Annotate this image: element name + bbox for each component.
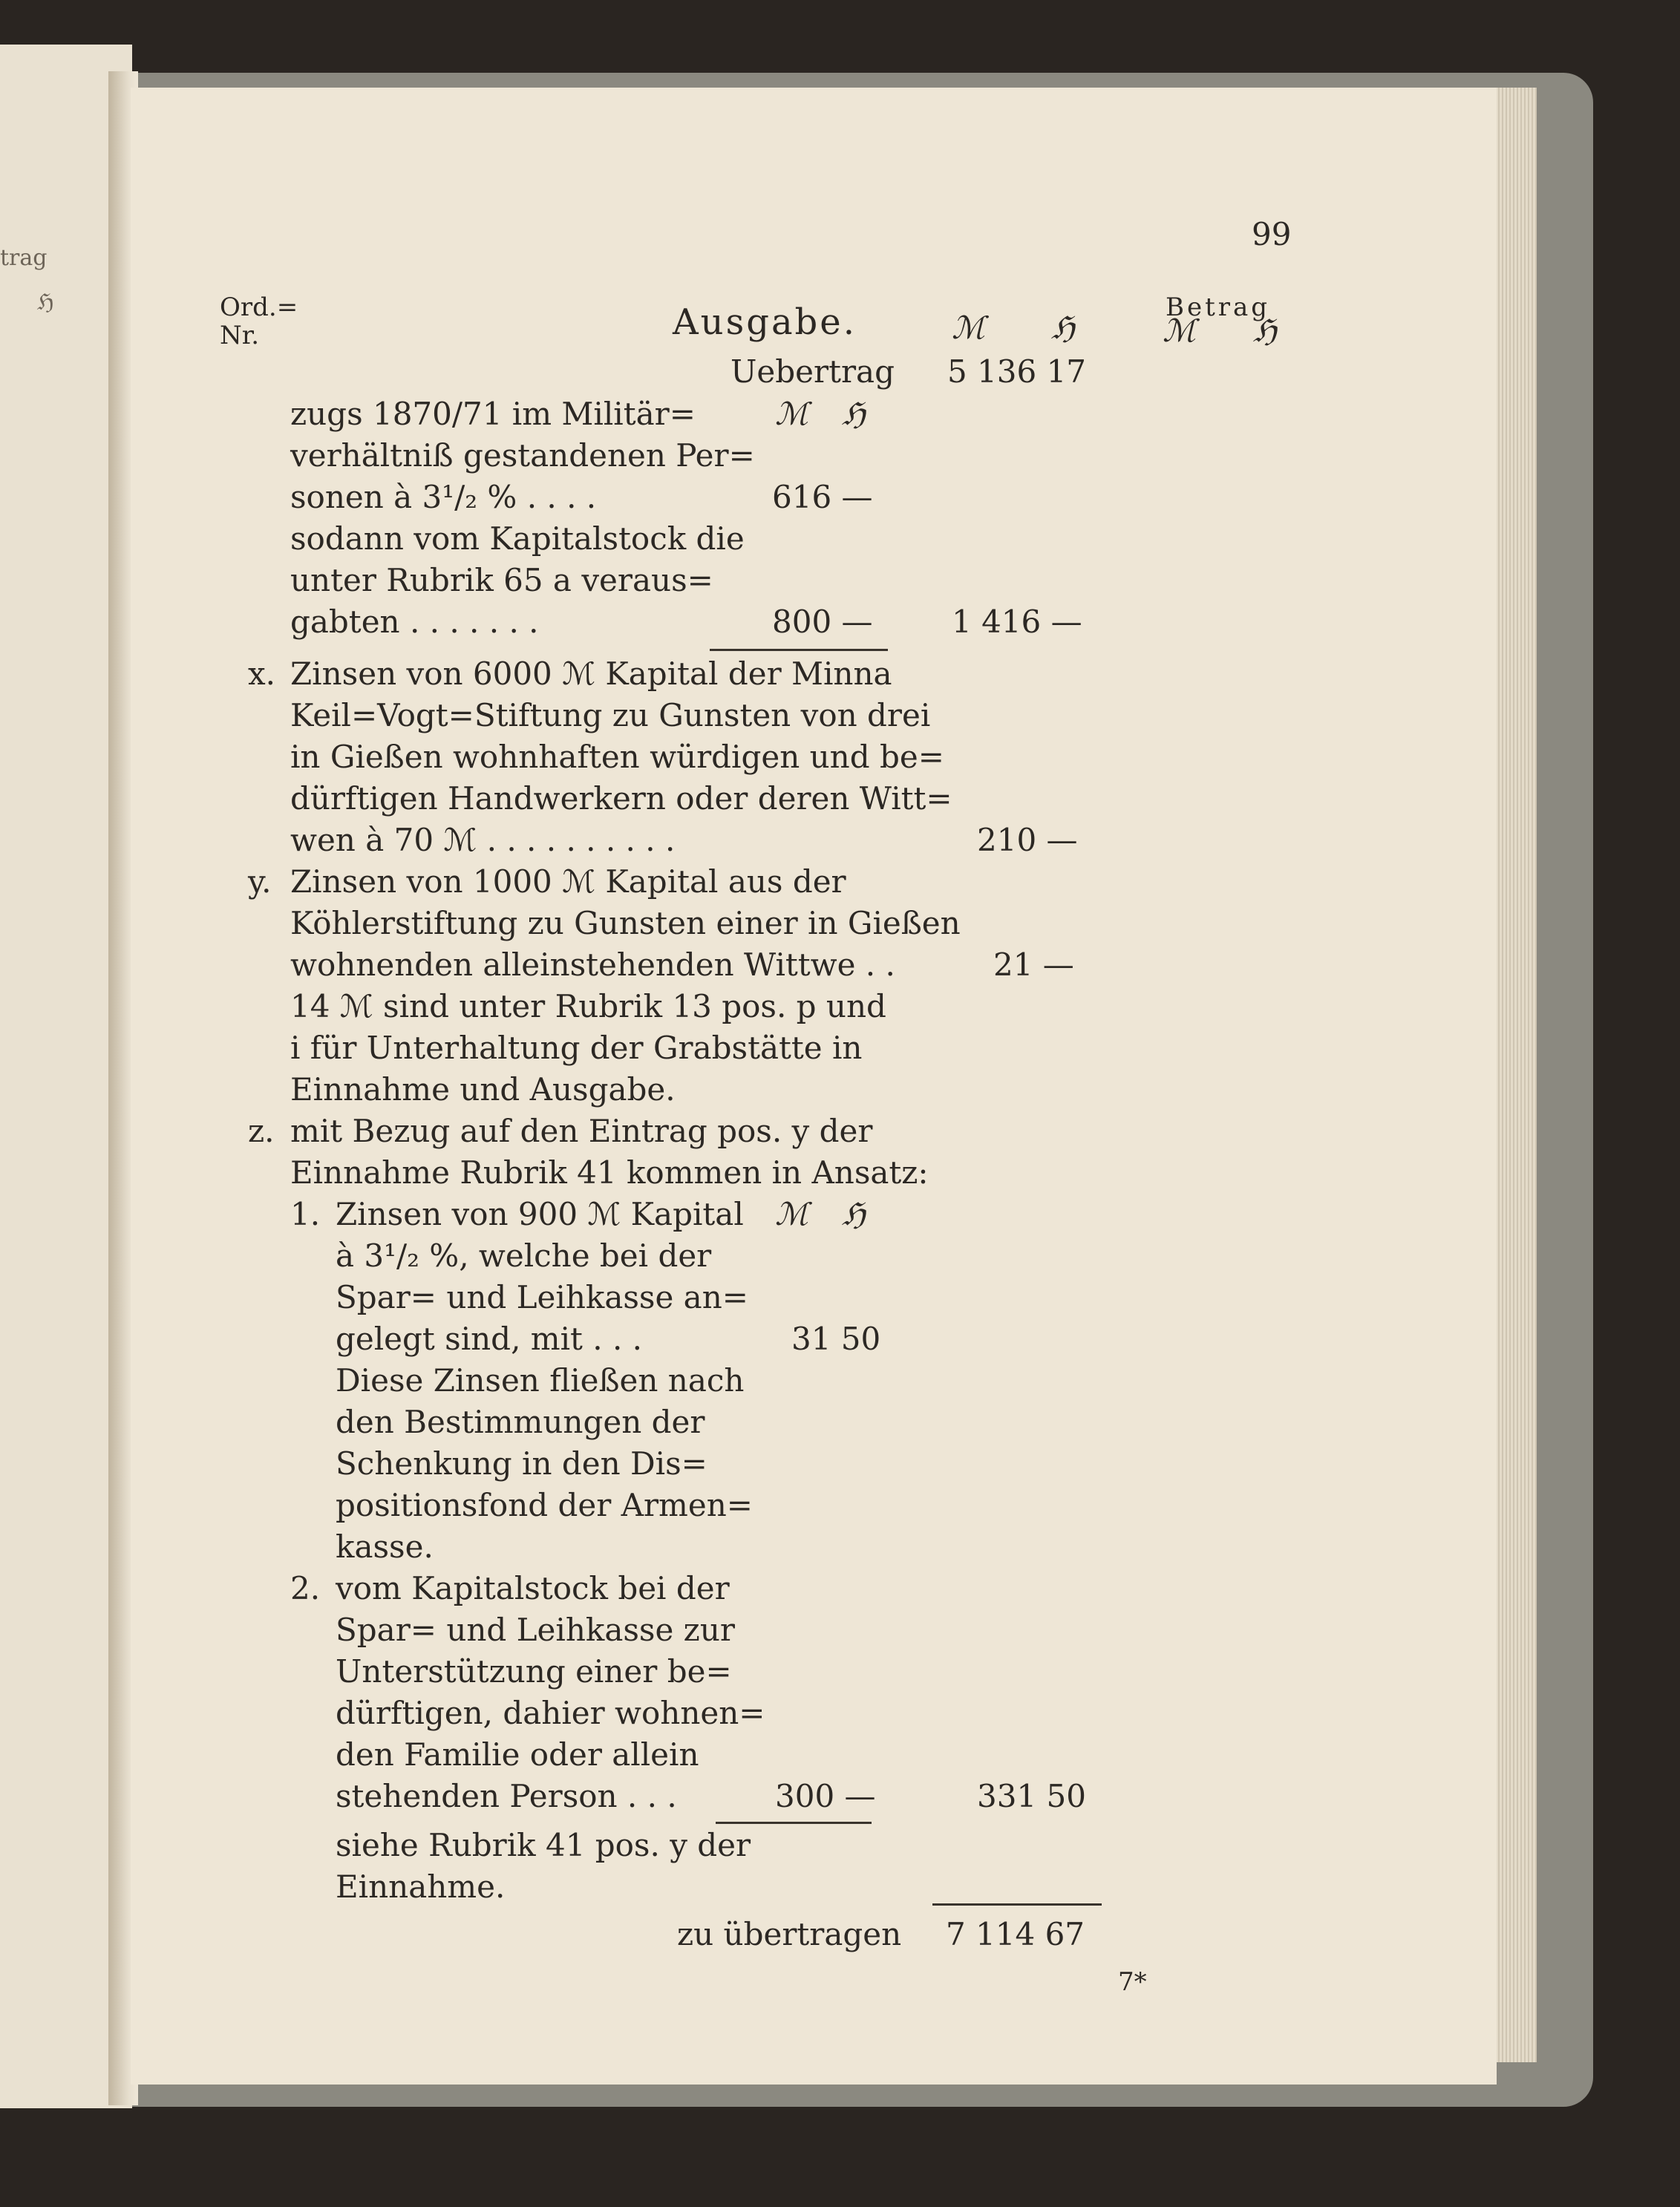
subcolumn-unit-pfennig: ℌ bbox=[842, 396, 866, 432]
subitem-line: à 3¹/₂ %, welche bei der bbox=[336, 1237, 712, 1274]
entry-line: gabten . . . . . . . bbox=[290, 604, 539, 640]
subcolumn-unit-mark: ℳ bbox=[775, 396, 808, 432]
subitem-line: den Familie oder allein bbox=[336, 1736, 699, 1773]
entry-line: Einnahme und Ausgabe. bbox=[290, 1071, 676, 1108]
entry-line: sodann vom Kapitalstock die bbox=[290, 520, 745, 557]
entry-line: in Gießen wohnhaften würdigen und be= bbox=[290, 739, 944, 775]
entry-line: mit Bezug auf den Eintrag pos. y der bbox=[290, 1113, 873, 1149]
note-line: Einnahme. bbox=[336, 1868, 506, 1905]
left-page-fragment: ℌ bbox=[37, 290, 54, 315]
entry-line: unter Rubrik 65 a veraus= bbox=[290, 562, 713, 598]
entry-line: verhältniß gestandenen Per= bbox=[290, 437, 755, 474]
entry-line: zugs 1870/71 im Militär= bbox=[290, 396, 696, 432]
subitem-line: kasse. bbox=[336, 1528, 434, 1565]
sub-amount: 300 — bbox=[775, 1778, 876, 1814]
carry-forward-value: 7 114 67 bbox=[946, 1916, 1085, 1952]
subitem-line: Spar= und Leihkasse zur bbox=[336, 1612, 735, 1648]
subitem-line: den Bestimmungen der bbox=[336, 1404, 705, 1440]
entry-label: x. bbox=[248, 655, 276, 692]
carry-forward-label: zu übertragen bbox=[677, 1916, 902, 1952]
entry-label: z. bbox=[248, 1113, 275, 1149]
column-unit-mark: ℳ bbox=[952, 310, 985, 346]
entry-line: 14 ℳ sind unter Rubrik 13 pos. p und bbox=[290, 988, 886, 1024]
sum-rule bbox=[710, 649, 888, 651]
note-line: siehe Rubrik 41 pos. y der bbox=[336, 1827, 751, 1863]
entry-line: i für Unterhaltung der Grabstätte in bbox=[290, 1030, 863, 1066]
entry-total: 21 — bbox=[993, 946, 1074, 983]
column-header-ord: Ord.= bbox=[220, 292, 298, 322]
sub-amount: 800 — bbox=[772, 604, 873, 640]
entry-line: Einnahme Rubrik 41 kommen in Ansatz: bbox=[290, 1154, 929, 1191]
subitem-line: gelegt sind, mit . . . bbox=[336, 1321, 643, 1357]
signature-mark: 7* bbox=[1118, 1967, 1147, 1997]
subitem-line: Zinsen von 900 ℳ Kapital bbox=[336, 1196, 744, 1232]
betrag-unit-mark: ℳ bbox=[1163, 313, 1196, 349]
betrag-unit-pfennig: ℌ bbox=[1253, 313, 1277, 349]
subitem-line: Spar= und Leihkasse an= bbox=[336, 1279, 748, 1315]
entry-line: Zinsen von 1000 ℳ Kapital aus der bbox=[290, 863, 846, 900]
page-title: Ausgabe. bbox=[673, 301, 857, 343]
sub-amount: 616 — bbox=[772, 479, 873, 515]
entry-line: Köhlerstiftung zu Gunsten einer in Gießen bbox=[290, 905, 961, 941]
entry-line: sonen à 3¹/₂ % . . . . bbox=[290, 479, 597, 515]
sum-rule bbox=[716, 1822, 872, 1824]
entry-line: wohnenden alleinstehenden Wittwe . . bbox=[290, 946, 895, 983]
entry-line: dürftigen Handwerkern oder deren Witt= bbox=[290, 780, 952, 817]
sub-amount: 31 50 bbox=[791, 1321, 881, 1357]
entry-line: Zinsen von 6000 ℳ Kapital der Minna bbox=[290, 655, 892, 692]
uebertrag-value: 5 136 17 bbox=[947, 353, 1087, 390]
uebertrag-label: Uebertrag bbox=[730, 353, 895, 390]
column-header-nr: Nr. bbox=[220, 321, 260, 350]
subitem-number: 1. bbox=[290, 1196, 321, 1232]
subitem-line: positionsfond der Armen= bbox=[336, 1487, 753, 1523]
page-number: 99 bbox=[1252, 216, 1292, 252]
subitem-line: Diese Zinsen fließen nach bbox=[336, 1362, 745, 1399]
column-header-betrag: Betrag bbox=[1166, 292, 1271, 322]
subitem-line: Unterstützung einer be= bbox=[336, 1653, 732, 1690]
subcolumn-unit-pfennig: ℌ bbox=[842, 1196, 866, 1232]
subitem-line: vom Kapitalstock bei der bbox=[336, 1570, 730, 1606]
entry-line: wen à 70 ℳ . . . . . . . . . . bbox=[290, 822, 676, 858]
book-page bbox=[131, 88, 1497, 2085]
entry-total: 1 416 — bbox=[952, 604, 1082, 640]
entry-label: y. bbox=[248, 863, 272, 900]
subitem-line: Schenkung in den Dis= bbox=[336, 1445, 707, 1482]
subitem-number: 2. bbox=[290, 1570, 321, 1606]
subitem-line: stehenden Person . . . bbox=[336, 1778, 677, 1814]
left-page-fragment: trag bbox=[0, 245, 48, 271]
entry-total: 331 50 bbox=[977, 1778, 1086, 1814]
subitem-line: dürftigen, dahier wohnen= bbox=[336, 1695, 765, 1731]
entry-total: 210 — bbox=[977, 822, 1078, 858]
column-unit-pfennig: ℌ bbox=[1051, 310, 1075, 346]
subcolumn-unit-mark: ℳ bbox=[775, 1196, 808, 1232]
total-rule bbox=[932, 1903, 1102, 1906]
entry-line: Keil=Vogt=Stiftung zu Gunsten von drei bbox=[290, 697, 931, 733]
